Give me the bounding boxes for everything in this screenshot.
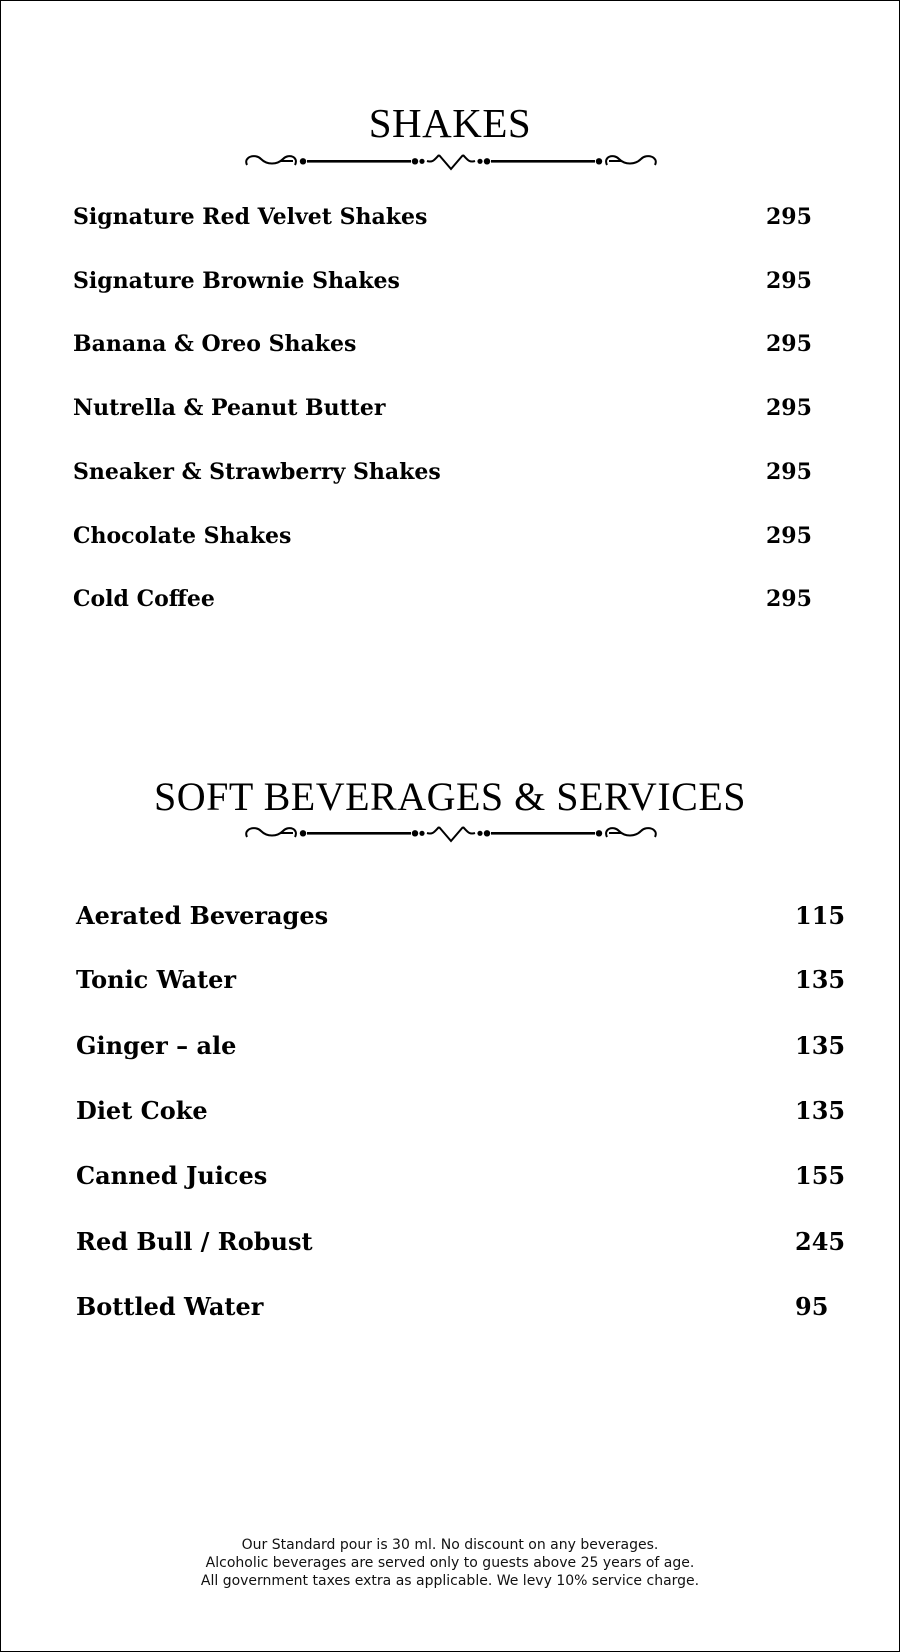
menu-item-name: Diet Coke [76, 1096, 208, 1125]
menu-item-name: Nutrella & Peanut Butter [73, 395, 386, 421]
menu-item-price: 135 [795, 965, 846, 994]
footer-notes [1, 1536, 899, 1590]
menu-item-name: Tonic Water [76, 965, 237, 994]
flourish-divider-icon [241, 149, 661, 175]
footer-line-taxes: All government taxes extra as applicable. We levy 10% service charge. [200, 1573, 700, 1589]
menu-item-price: 95 [795, 1292, 829, 1321]
footer-line-pour: Our Standard pour is 30 ml. No discount on any beverages. [241, 1537, 659, 1553]
menu-item-name: Cold Coffee [73, 586, 215, 612]
menu-item-price: 135 [795, 1096, 846, 1125]
menu-item-name: Banana & Oreo Shakes [73, 331, 357, 357]
menu-item-price: 295 [766, 268, 812, 294]
menu-item-name: Bottled Water [76, 1292, 264, 1321]
menu-item-price: 295 [766, 586, 812, 612]
menu-item-name: Canned Juices [76, 1161, 268, 1190]
footer-line-age: Alcoholic beverages are served only to guests above 25 years of age. [205, 1555, 695, 1571]
menu-item-name: Aerated Beverages [76, 901, 329, 930]
menu-item-price: 245 [795, 1227, 846, 1256]
menu-item-price: 295 [766, 523, 812, 549]
menu-item-name: Signature Brownie Shakes [73, 268, 400, 294]
flourish-divider-icon [241, 821, 661, 847]
menu-item-price: 295 [766, 459, 812, 485]
menu-item-price: 295 [766, 204, 812, 230]
menu-item-name: Chocolate Shakes [73, 523, 292, 549]
menu-item-name: Sneaker & Strawberry Shakes [73, 459, 441, 485]
menu-item-price: 135 [795, 1031, 846, 1060]
menu-item-name: Red Bull / Robust [76, 1227, 313, 1256]
menu-item-price: 155 [795, 1161, 846, 1190]
menu-item-price: 115 [795, 901, 846, 930]
menu-item-price: 295 [766, 331, 812, 357]
menu-item-price: 295 [766, 395, 812, 421]
menu-item-name: Ginger – ale [76, 1031, 237, 1060]
menu-item-name: Signature Red Velvet Shakes [73, 204, 428, 230]
soft-beverages-title: SOFT BEVERAGES & SERVICES [154, 774, 746, 819]
shakes-title: SHAKES [368, 100, 532, 146]
